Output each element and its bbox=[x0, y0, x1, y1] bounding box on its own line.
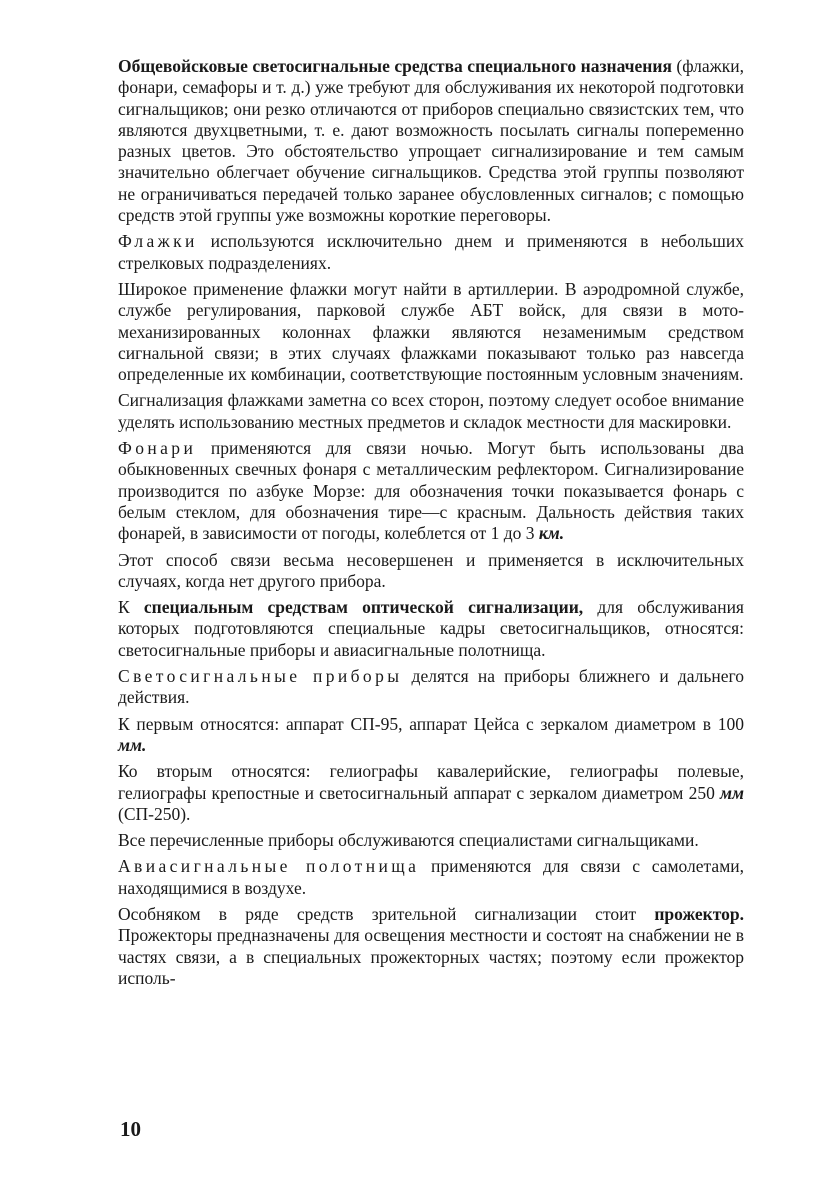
term-air-signal-panels: Авиасигнальные полотнища bbox=[118, 856, 420, 877]
paragraph-lanterns-note bbox=[118, 550, 744, 593]
paragraph-text: Этот способ связи весьма несовершенен и применяется в исключительных случаях, когда нет другого прибора. bbox=[118, 549, 744, 591]
term-searchlight: прожектор. bbox=[654, 903, 744, 924]
paragraph-short-range bbox=[118, 714, 744, 757]
term-flags: Флажки bbox=[118, 231, 198, 252]
term-special-optical-means: специальным средствам оптической сигнализации, bbox=[143, 597, 584, 618]
paragraph-text: Ко вторым относятся: гелиографы кавалерийские, гелиографы полевые, гелиографы крепостные и светосигнальный аппарат с зеркалом диаметром 250 bbox=[118, 761, 744, 803]
paragraph-text: К первым относятся: аппарат СП-95, аппарат Цейса с зеркалом диаметром в 100 bbox=[118, 713, 744, 734]
paragraph-text: Особняком в ряде средств зрительной сигнализации стоит bbox=[118, 903, 655, 924]
paragraph-general-signals bbox=[118, 56, 744, 226]
paragraph-air-panels bbox=[118, 856, 744, 899]
paragraph-searchlight bbox=[118, 904, 744, 989]
page-body bbox=[118, 56, 744, 994]
paragraph-flags-usage bbox=[118, 279, 744, 385]
unit-mm: мм. bbox=[118, 734, 147, 755]
paragraph-specialists bbox=[118, 830, 744, 851]
term-light-devices: Светосигнальные приборы bbox=[118, 666, 403, 687]
page-number: 10 bbox=[120, 1117, 141, 1141]
unit-km: км. bbox=[538, 523, 565, 544]
paragraph-text: К bbox=[118, 597, 144, 618]
paragraph-text: используются исключительно днем и применяются в небольших стрелковых подразделениях. bbox=[118, 231, 744, 273]
paragraph-text: Сигнализация флажками заметна со всех сторон, поэтому следует особое внимание уделять использованию местных предметов и складок местности для маскировки. bbox=[118, 390, 744, 432]
term-lanterns: Фонари bbox=[118, 438, 197, 459]
paragraph-text: Прожекторы предназначены для освещения местности и состоят на снабжении не в частях связи, а в специальных прожекторных частях; поэтому если прожектор исполь- bbox=[118, 925, 744, 988]
paragraph-long-range bbox=[118, 761, 744, 825]
paragraph-lanterns bbox=[118, 438, 744, 544]
paragraph-text: (флажки, фонари, семафоры и т. д.) уже требуют для обслуживания их некоторой подготовки сигнальщиков; они резко отличаются от приборов специально связистских тем, что являются двухцветными, т. е. дают возможность посылать сигналы попеременно разных цветов. Это обстоятельство упрощает сигнализирование и тем самым значительно облегчает обучение сигнальщиков. Средства этой группы позволяют не ограничиваться передачей только заранее обусловленных сигналов; с помощью средств этой группы уже возможны короткие переговоры. bbox=[118, 56, 744, 226]
paragraph-text: Все перечисленные приборы обслуживаются специалистами сигнальщиками. bbox=[118, 830, 699, 851]
paragraph-text: Широкое применение флажки могут найти в артиллерии. В аэродромной службе, службе регулирования, парковой службе АБТ войск, для связи в мото-механизированных колоннах флажки являются незаменимым средством сигнальной связи; в этих случаях флажками показывают только раз навсегда определенные их комбинации, соответствующие постоянным условным значениям. bbox=[118, 278, 744, 385]
paragraph-light-devices bbox=[118, 666, 744, 709]
paragraph-flags-masking bbox=[118, 390, 744, 433]
paragraph-flags bbox=[118, 231, 744, 274]
paragraph-special-means bbox=[118, 597, 744, 661]
term-general-signal-means: Общевойсковые светосигнальные средства специального назначения bbox=[118, 56, 672, 76]
unit-mm: мм bbox=[720, 782, 744, 803]
paragraph-text: для обслуживания которых подготовляются специальные кадры светосигнальщиков, относятся: светосигнальные приборы и авиасигнальные полотнища. bbox=[118, 597, 744, 660]
paragraph-text: (СП-250). bbox=[118, 803, 191, 824]
paragraph-text: применяются для связи ночью. Могут быть использованы два обыкновенных свечных фонаря с металлическим рефлектором. Сигнализирование производится по азбуке Морзе: для обозначения точки показывается фонарь с белым стеклом, для обозначения тире—с красным. Дальность действия таких фонарей, в зависимости от погоды, колеблется от 1 до 3 bbox=[118, 438, 744, 544]
paragraph-text: делятся на приборы ближнего и дальнего действия. bbox=[118, 666, 745, 708]
paragraph-text: применяются для связи с самолетами, находящимися в воздухе. bbox=[118, 856, 745, 898]
